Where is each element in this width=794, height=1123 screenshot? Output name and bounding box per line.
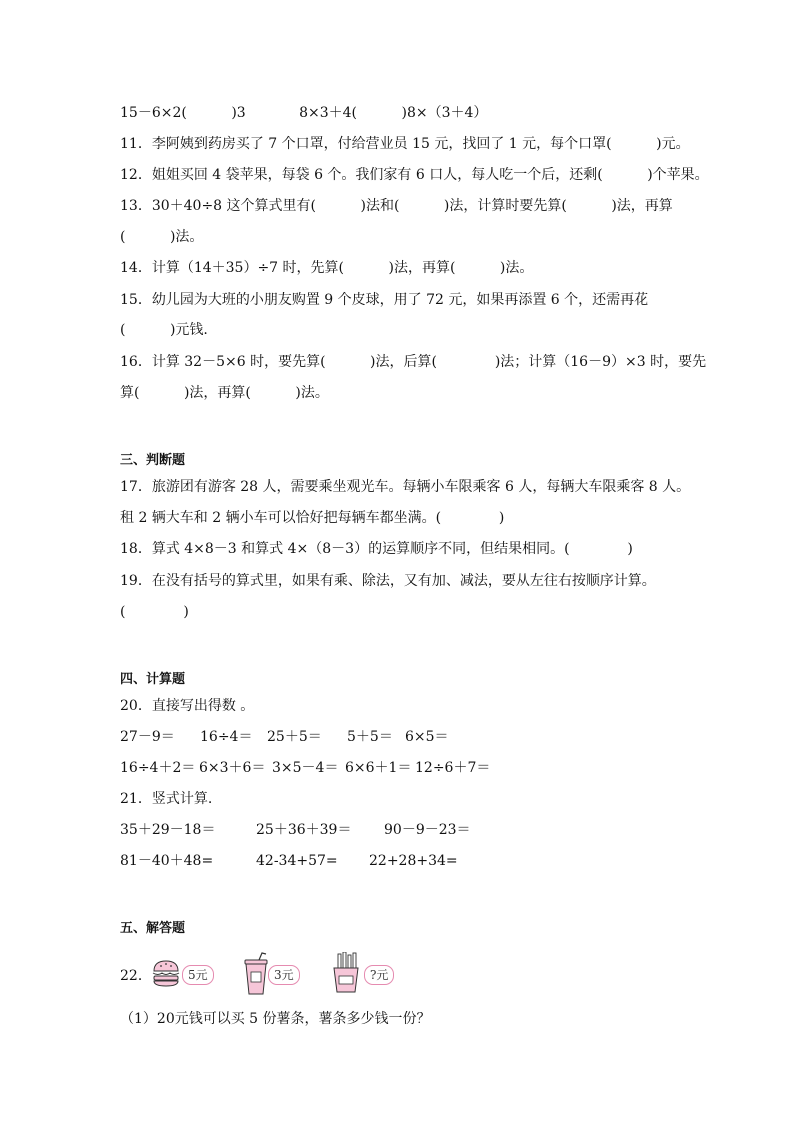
oral-calc-item: 3×5－4＝ bbox=[272, 760, 339, 776]
question-14: 14．计算（14＋35）÷7 时，先算( )法，再算( )法。 bbox=[120, 260, 534, 276]
oral-calc-item: 6×5＝ bbox=[405, 729, 449, 745]
question-10-comparison: 15－6×2( )3 8×3＋4( )8×（3＋4） bbox=[120, 105, 488, 121]
drink-price-tag: 3元 bbox=[268, 965, 300, 985]
drink-cup-icon bbox=[242, 952, 270, 996]
question-18: 18．算式 4×8－3 和算式 4×（8－3）的运算顺序不同，但结果相同。( ) bbox=[120, 541, 633, 557]
vertical-calc-item: 90－9－23＝ bbox=[384, 822, 471, 838]
question-13-line2: ( )法。 bbox=[120, 229, 204, 245]
price-pictures bbox=[120, 952, 440, 998]
question-21: 21．竖式计算. bbox=[120, 791, 213, 807]
oral-calc-item: 25＋5＝ bbox=[267, 729, 322, 745]
fries-icon bbox=[330, 952, 362, 994]
oral-calc-item: 5＋5＝ bbox=[347, 729, 393, 745]
question-13-line1: 13．30＋40÷8 这个算式里有( )法和( )法，计算时要先算( )法，再算 bbox=[120, 198, 673, 214]
question-22-label: 22． bbox=[120, 968, 152, 984]
vertical-calc-item: 81－40＋48= bbox=[120, 853, 214, 869]
question-22-part-1: （1）20元钱可以买 5 份薯条，薯条多少钱一份？ bbox=[120, 1011, 431, 1027]
question-19-line1: 19．在没有括号的算式里，如果有乘、除法，又有加、减法，要从左往右按顺序计算。 bbox=[120, 573, 656, 589]
question-15-line1: 15．幼儿园为大班的小朋友购置 9 个皮球，用了 72 元，如果再添置 6 个，还需再花 bbox=[120, 292, 649, 308]
question-16-line1: 16．计算 32－5×6 时，要先算( )法，后算( )法；计算（16－9）×3 时，要先 bbox=[120, 354, 707, 370]
burger-price-tag: 5元 bbox=[182, 965, 214, 985]
oral-calc-item: 6×6＋1＝ bbox=[345, 760, 412, 776]
vertical-calc-item: 22+28+34= bbox=[369, 853, 458, 869]
oral-calc-item: 16÷4＝ bbox=[200, 729, 253, 745]
oral-calc-item: 6×3＋6＝ bbox=[199, 760, 266, 776]
question-11: 11．李阿姨到药房买了 7 个口罩，付给营业员 15 元，找回了 1 元，每个口罩( )元。 bbox=[120, 136, 690, 152]
section-heading-judgement: 三、判断题 bbox=[120, 453, 186, 468]
question-15-line2: ( )元钱. bbox=[120, 322, 208, 338]
question-16-line2: 算( )法，再算( )法。 bbox=[120, 385, 329, 401]
section-heading-word-problems: 五、解答题 bbox=[120, 921, 186, 936]
section-heading-calculation: 四、计算题 bbox=[120, 672, 186, 687]
question-20: 20．直接写出得数 。 bbox=[120, 698, 255, 714]
question-17-line2: 租 2 辆大车和 2 辆小车可以恰好把每辆车都坐满。( ) bbox=[120, 510, 505, 526]
fries-price-tag: ?元 bbox=[364, 965, 394, 985]
question-12: 12．姐姐买回 4 袋苹果，每袋 6 个。我们家有 6 口人，每人吃一个后，还剩( )个苹果。 bbox=[120, 167, 709, 183]
question-19-line2: ( ) bbox=[120, 604, 189, 620]
vertical-calc-item: 35＋29－18＝ bbox=[120, 822, 216, 838]
vertical-calc-item: 25＋36＋39＝ bbox=[256, 822, 352, 838]
oral-calc-item: 27－9＝ bbox=[120, 729, 175, 745]
oral-calc-item: 12÷6＋7＝ bbox=[415, 760, 491, 776]
oral-calc-item: 16÷4＋2＝ bbox=[120, 760, 196, 776]
vertical-calc-item: 42-34+57= bbox=[256, 853, 338, 869]
question-17-line1: 17．旅游团有游客 28 人，需要乘坐观光车。每辆小车限乘客 6 人，每辆大车限乘客 8 人。 bbox=[120, 479, 691, 495]
burger-icon bbox=[150, 958, 182, 988]
